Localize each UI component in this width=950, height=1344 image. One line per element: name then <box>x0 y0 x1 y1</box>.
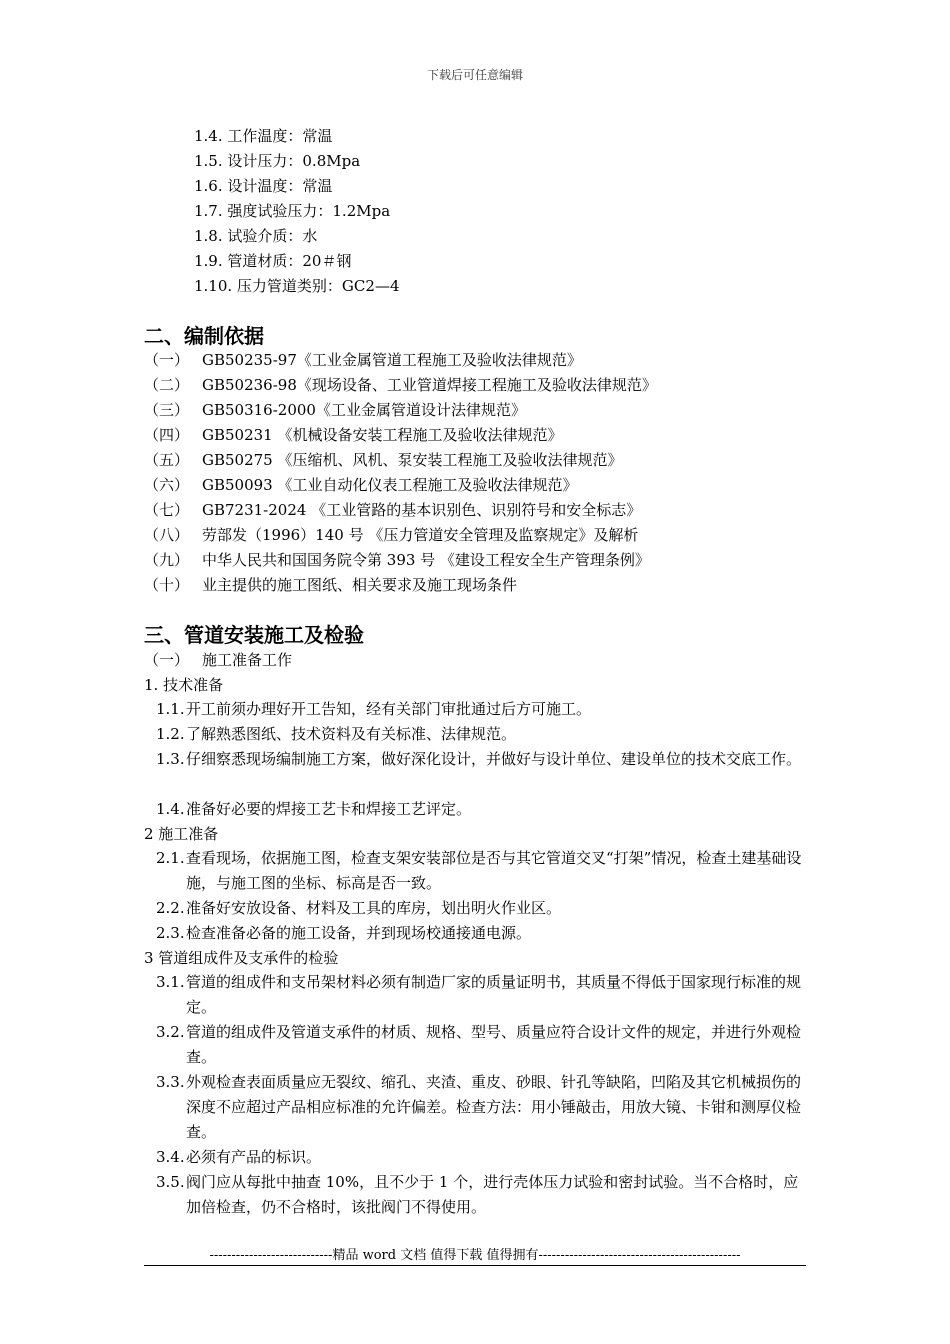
list-item <box>156 1145 808 1170</box>
reference-item <box>144 400 526 420</box>
item-number: 3.4. <box>156 1148 185 1166</box>
list-item <box>156 722 808 747</box>
item-text: 外观检查表面质量应无裂纹、缩孔、夹渣、重皮、砂眼、针孔等缺陷，凹陷及其它机械损伤的深度不应超过产品相应标准的允许偏差。检查方法：用小锤敲击，用放大镜、卡钳和测厚仪检查。 <box>186 1073 802 1141</box>
reference-text: GB50231 《机械设备安装工程施工及验收法律规范》 <box>202 426 563 444</box>
item-text: 开工前须办理好开工告知，经有关部门审批通过后方可施工。 <box>186 700 592 718</box>
list-item <box>156 697 808 722</box>
reference-item <box>144 525 638 545</box>
subsection-text: 施工准备工作 <box>202 651 293 669</box>
parameter-item: 1.7. 强度试验压力：1.2Mpa <box>194 202 391 220</box>
reference-item <box>144 500 641 520</box>
list-item <box>156 797 808 822</box>
reference-tag: （一） <box>144 351 190 369</box>
item-number: 1.4. <box>156 800 185 818</box>
reference-tag: （四） <box>144 426 190 444</box>
page-footer: ----------------------------精品 word 文档 值得下载 值得拥有---------------------------------------------- <box>144 1244 806 1266</box>
reference-item <box>144 450 623 470</box>
list-item <box>156 1070 808 1145</box>
item-text: 管道的组成件及管道支承件的材质、规格、型号、质量应符合设计文件的规定，并进行外观检查。 <box>186 1023 802 1066</box>
item-text: 必须有产品的标识。 <box>186 1148 322 1166</box>
item-text: 准备好必要的焊接工艺卡和焊接工艺评定。 <box>186 800 472 818</box>
list-item <box>156 970 808 1020</box>
reference-text: GB50236-98《现场设备、工业管道焊接工程施工及验收法律规范》 <box>202 376 657 394</box>
item-number: 3.5. <box>156 1173 185 1191</box>
reference-item <box>144 425 563 445</box>
parameter-item: 1.4. 工作温度：常温 <box>194 127 333 145</box>
reference-text: GB50093 《工业自动化仪表工程施工及验收法律规范》 <box>202 476 578 494</box>
section-heading-basis: 二、编制依据 <box>144 324 264 348</box>
reference-text: GB50316-2000《工业金属管道设计法律规范》 <box>202 401 526 419</box>
item-number: 1.2. <box>156 725 185 743</box>
page-header: 下载后可任意编辑 <box>426 68 523 82</box>
item-text: 阀门应从每批中抽查 10%，且不少于 1 个，进行壳体压力试验和密封试验。当不合格时，应加倍检查，仍不合格时，该批阀门不得使用。 <box>186 1173 799 1216</box>
item-number: 3.2. <box>156 1023 185 1041</box>
item-number: 2.2. <box>156 899 185 917</box>
list-item <box>156 747 808 797</box>
item-number: 2.3. <box>156 924 185 942</box>
reference-item <box>144 575 517 595</box>
parameter-item: 1.9. 管道材质：20＃钢 <box>194 252 352 270</box>
item-text: 检查准备必备的施工设备，并到现场校通接通电源。 <box>186 924 532 942</box>
group-title: 3 管道组成件及支承件的检验 <box>144 949 339 967</box>
item-number: 1.3. <box>156 750 185 768</box>
list-item <box>156 846 808 896</box>
item-text: 了解熟悉图纸、技术资料及有关标准、法律规范。 <box>186 725 517 743</box>
list-item <box>156 1170 808 1220</box>
parameter-item: 1.5. 设计压力：0.8Mpa <box>194 152 361 170</box>
reference-item <box>144 475 578 495</box>
item-number: 3.1. <box>156 973 185 991</box>
section-heading-installation: 三、管道安装施工及检验 <box>144 623 364 647</box>
reference-tag: （八） <box>144 526 190 544</box>
reference-text: 中华人民共和国国务院令第 393 号 《建设工程安全生产管理条例》 <box>202 551 650 569</box>
reference-tag: （七） <box>144 501 190 519</box>
reference-tag: （三） <box>144 401 190 419</box>
reference-item <box>144 550 650 570</box>
reference-tag: （二） <box>144 376 190 394</box>
reference-tag: （十） <box>144 576 190 594</box>
item-text: 查看现场，依据施工图，检查支架安装部位是否与其它管道交叉“打架”情况，检查土建基础设施，与施工图的坐标、标高是否一致。 <box>186 849 802 892</box>
reference-text: GB50275 《压缩机、风机、泵安装工程施工及验收法律规范》 <box>202 451 623 469</box>
item-number: 3.3. <box>156 1073 185 1091</box>
reference-tag: （五） <box>144 451 190 469</box>
list-item <box>156 921 808 946</box>
group-title: 1. 技术准备 <box>144 676 224 694</box>
reference-item <box>144 350 582 370</box>
parameter-item: 1.8. 试验介质：水 <box>194 227 318 245</box>
list-item <box>156 1020 808 1070</box>
subsection-heading <box>144 650 292 670</box>
reference-item <box>144 375 657 395</box>
subsection-tag: （一） <box>144 651 190 669</box>
reference-text: GB7231-2024 《工业管路的基本识别色、识别符号和安全标志》 <box>202 501 642 519</box>
list-item <box>156 896 808 921</box>
reference-text: 业主提供的施工图纸、相关要求及施工现场条件 <box>202 576 518 594</box>
reference-text: 劳部发（1996）140 号 《压力管道安全管理及监察规定》及解析 <box>202 526 639 544</box>
item-number: 2.1. <box>156 849 185 867</box>
reference-tag: （六） <box>144 476 190 494</box>
item-text: 准备好安放设备、材料及工具的库房，划出明火作业区。 <box>186 899 562 917</box>
reference-tag: （九） <box>144 551 190 569</box>
parameter-item: 1.10. 压力管道类别：GC2—4 <box>194 277 400 295</box>
item-text: 仔细察悉现场编制施工方案，做好深化设计，并做好与设计单位、建设单位的技术交底工作。 <box>186 750 802 768</box>
parameter-item: 1.6. 设计温度：常温 <box>194 177 333 195</box>
item-text: 管道的组成件和支吊架材料必须有制造厂家的质量证明书，其质量不得低于国家现行标准的规定。 <box>186 973 802 1016</box>
reference-text: GB50235-97《工业金属管道工程施工及验收法律规范》 <box>202 351 582 369</box>
group-title: 2 施工准备 <box>144 825 219 843</box>
item-number: 1.1. <box>156 700 185 718</box>
